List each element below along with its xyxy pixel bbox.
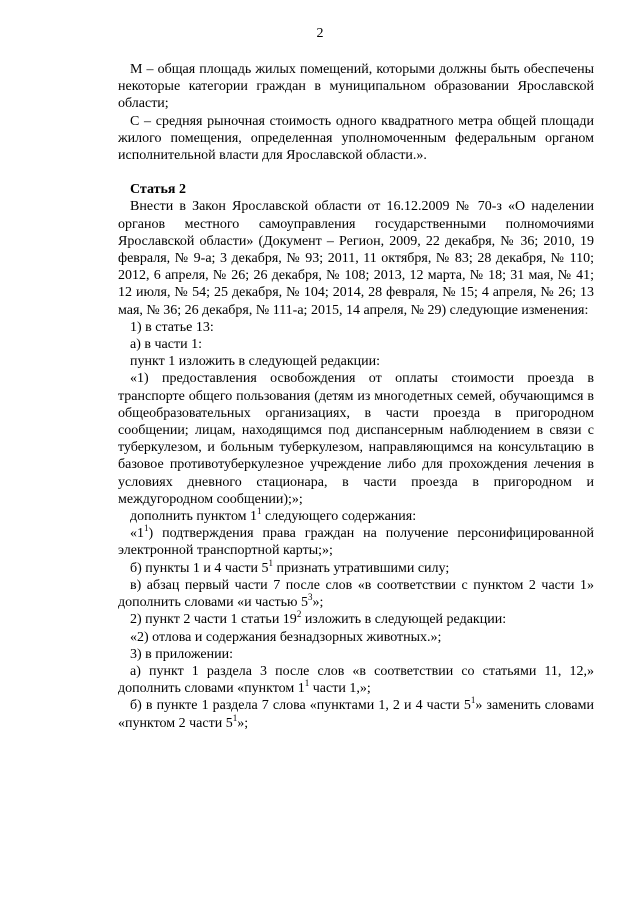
superscript: 1 [268, 557, 273, 568]
item-2-quote: «2) отлова и содержания безнадзорных животных.»; [130, 629, 442, 645]
item-3b [118, 697, 594, 731]
paragraph-c-definition: С – средняя рыночная стоимость одного квадратного метра общей площади жилого помещения, определенная уполномоченным федеральным органом исполнительной власти для Ярославской области.». [118, 113, 594, 164]
item-2 [118, 611, 594, 628]
text-fragment: а) пункт 1 раздела 3 после слов «в соответствии со статьями 11, 12,» дополнить словами «пунктом 1 [118, 663, 594, 697]
item-3a [118, 663, 594, 697]
page-number: 2 [316, 26, 324, 41]
superscript: 1 [144, 523, 149, 534]
paragraph-m-definition: М – общая площадь жилых помещений, которыми должны быть обеспечены некоторые категории граждан в муниципальном образовании Ярославской области; [118, 62, 594, 112]
text-fragment: «1 [130, 526, 144, 542]
text-fragment: »; [312, 595, 324, 611]
superscript: 1 [304, 678, 310, 689]
spacer [118, 164, 594, 181]
text-fragment: » заменить словами «пунктом 2 части 5 [118, 698, 594, 731]
item-1a-text: пункт 1 изложить в следующей редакции: [130, 354, 380, 370]
article-intro: Внести в Закон Ярославской области от 16.12.2009 № 70-з «О наделении органов местного самоуправления государственными полномочиями Ярославской области» (Документ – Регион, 2009, 22 декабря, № 36; 2010, 19 февраля, № 9-а; 3 декабря, № 93; 2011, 11 октября, № 83; 28 декабря, № 110; 2012, 6 апреля, № 26; 26 декабря, № 108; 2013, 12 марта, № 18; 31 мая, № 41; 12 июля, № 54; 25 декабря, № 104; 2014, 28 февраля, № 15; 4 апреля, № 26; 13 мая, № 36; 26 декабря, № 111-а; 2015, 14 апреля, № 29) следующие изменения: [118, 199, 594, 318]
item-1c [118, 577, 594, 611]
text-fragment: изложить в следующей редакции: [301, 612, 507, 628]
text-fragment: следующего содержания: [261, 509, 417, 525]
item-1: 1) в статье 13: [130, 319, 214, 335]
text-fragment: ) подтверждения права граждан на получение персонифицированной электронной транспортной карты;»; [118, 526, 594, 559]
item-1b [118, 557, 594, 577]
item-1a: а) в части 1: [130, 337, 202, 353]
article-title: Статья 2 [130, 182, 186, 198]
superscript: 2 [296, 609, 302, 620]
text-fragment: б) пункты 1 и 4 части 5 [130, 560, 269, 576]
text-fragment: б) в пункте 1 раздела 7 слова «пунктами 1, 2 и 4 части 5 [130, 698, 471, 714]
text-fragment: дополнить пунктом 1 [130, 509, 258, 525]
text-fragment: 2) пункт 2 части 1 статьи 19 [130, 612, 297, 628]
text-fragment: части 1,»; [309, 681, 371, 697]
text-fragment: в) абзац первый части 7 после слов «в соответствии с пунктом 2 части 1» дополнить словами «и частью 5 [118, 577, 594, 611]
superscript: 1 [257, 506, 262, 517]
item-1a-add [118, 508, 594, 525]
item-1a-quote: «1) предоставления освобождения от оплаты стоимости проезда в транспорте общего пользования (детям из многодетных семей, обучающимся в общеобразовательных организациях, в части проезда в пригородном сообщении; лицам, находящимся под диспансерным наблюдением в связи с туберкулезом, и больным туберкулезом, направляющимся на консультацию в базовое противотуберкулезное учреждение либо для прохождения лечения в условиях дневного стационара, в части проезда в пригородном и междугородном сообщении);»; [118, 371, 594, 507]
superscript: 1 [232, 712, 238, 723]
superscript: 3 [308, 592, 313, 603]
document-body [118, 61, 594, 732]
item-1a-add-quote [118, 525, 594, 559]
superscript: 1 [470, 695, 476, 706]
item-3: 3) в приложении: [130, 646, 233, 662]
text-fragment: »; [237, 715, 249, 731]
text-fragment: признать утратившими силу; [272, 560, 450, 576]
